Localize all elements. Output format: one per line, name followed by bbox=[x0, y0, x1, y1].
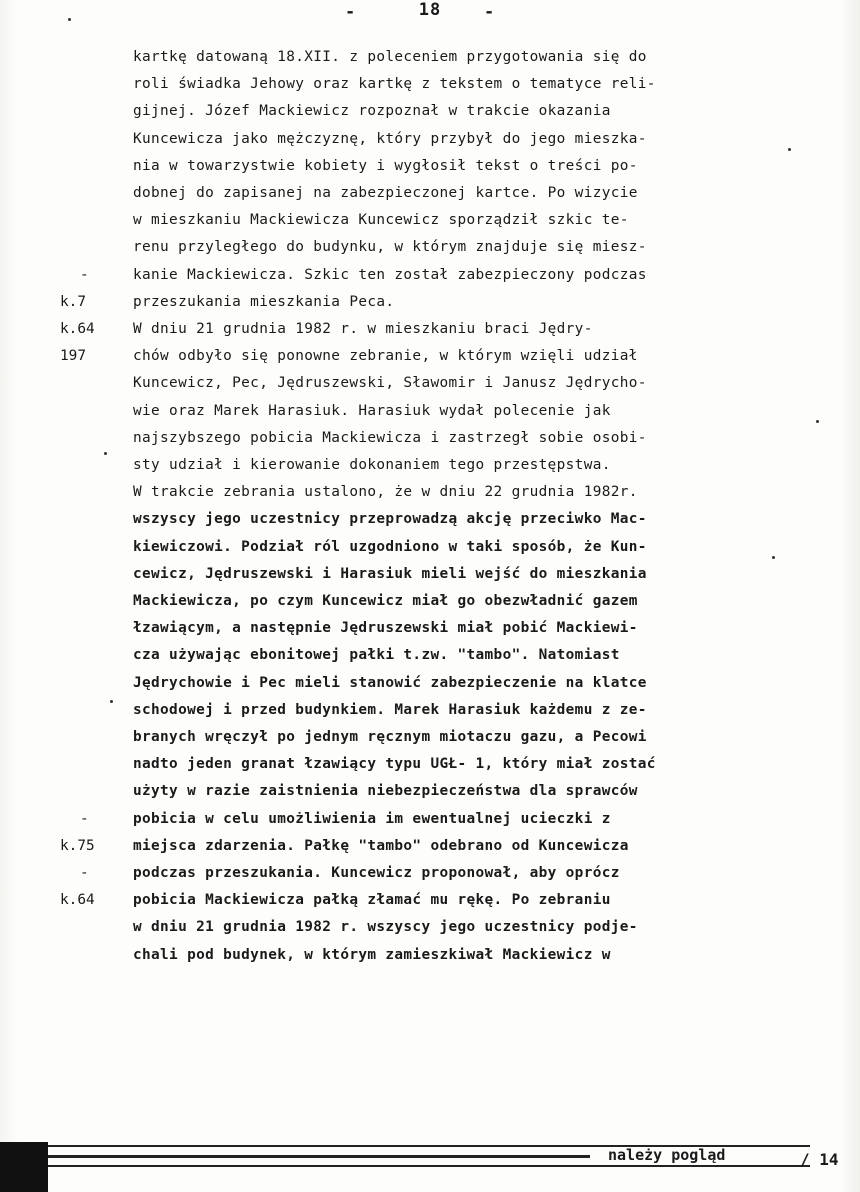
margin-reference: k.7 bbox=[60, 293, 86, 310]
text-line: chów odbyło się ponowne zebranie, w którym wzięli udział bbox=[133, 348, 638, 365]
margin-reference: - bbox=[80, 865, 89, 881]
text-line: w mieszkaniu Mackiewicza Kuncewicz sporządził szkic te- bbox=[133, 212, 629, 229]
text-line: kiewiczowi. Podział ról uzgodniono w taki sposób, że Kun- bbox=[133, 538, 647, 555]
text-line: W dniu 21 grudnia 1982 r. w mieszkaniu braci Jędry- bbox=[133, 321, 593, 337]
page-number: 18 bbox=[418, 0, 442, 20]
text-line: renu przyległego do budynku, w którym znajduje się miesz- bbox=[133, 239, 647, 256]
scan-speck bbox=[816, 420, 819, 423]
text-line: Mackiewicza, po czym Kuncewicz miał go obezwładnić gazem bbox=[133, 593, 638, 609]
text-line: najszybszego pobicia Mackiewicza i zastrzegł sobie osobi- bbox=[133, 429, 647, 446]
text-line: W trakcie zebrania ustalono, że w dniu 22 grudnia 1982r. bbox=[133, 484, 638, 501]
text-line: pobicia Mackiewicza pałką złamać mu rękę. Po zebraniu bbox=[133, 892, 611, 909]
text-line: kartkę datowaną 18.XII. z poleceniem przygotowania się do bbox=[133, 49, 647, 65]
footer-corner-mark: / 14 bbox=[800, 1150, 839, 1169]
text-line: Kuncewicz, Pec, Jędruszewski, Sławomir i Janusz Jędrycho- bbox=[133, 375, 647, 392]
scan-speck bbox=[788, 148, 791, 151]
text-line: chali pod budynek, w którym zamieszkiwał Mackiewicz w bbox=[133, 946, 611, 963]
margin-reference: - bbox=[80, 266, 89, 283]
margin-reference: k.64 bbox=[60, 892, 95, 909]
page-number-dash-right: - bbox=[484, 2, 495, 22]
scan-speck bbox=[772, 556, 775, 559]
text-line: użyty w razie zaistnienia niebezpieczeństwa dla sprawców bbox=[133, 783, 638, 800]
text-line: gijnej. Józef Mackiewicz rozpoznał w trakcie okazania bbox=[133, 103, 611, 120]
footer-fragment-text: należy pogląd bbox=[608, 1146, 726, 1164]
scan-speck bbox=[110, 700, 113, 703]
text-line: branych wręczył po jednym ręcznym miotaczu gazu, a Pecowi bbox=[133, 729, 647, 745]
text-line: sty udział i kierowanie dokonaniem tego przestępstwa. bbox=[133, 457, 611, 473]
text-line: schodowej i przed budynkiem. Marek Harasiuk każdemu z ze- bbox=[133, 701, 647, 718]
text-line: dobnej do zapisanej na zabezpieczonej kartce. Po wizycie bbox=[133, 185, 638, 201]
text-line: cza używając ebonitowej pałki t.zw. "tambo". Natomiast bbox=[133, 647, 620, 664]
margin-reference: - bbox=[80, 810, 89, 827]
text-line: roli świadka Jehowy oraz kartkę z tekstem o tematyce reli- bbox=[133, 76, 656, 93]
margin-reference: k.75 bbox=[60, 837, 95, 854]
text-line: nia w towarzystwie kobiety i wygłosił tekst o treści po- bbox=[133, 157, 638, 174]
text-line: w dniu 21 grudnia 1982 r. wszyscy jego uczestnicy podje- bbox=[133, 919, 638, 936]
text-line: kanie Mackiewicza. Szkic ten został zabezpieczony podczas bbox=[133, 266, 647, 283]
text-line: Kuncewicza jako mężczyznę, który przybył do jego mieszka- bbox=[133, 130, 647, 147]
scan-rule bbox=[30, 1165, 810, 1167]
text-line: miejsca zdarzenia. Pałkę "tambo" odebrano od Kuncewicza bbox=[133, 837, 629, 854]
text-line: wszyscy jego uczestnicy przeprowadzą akcję przeciwko Mac- bbox=[133, 511, 647, 528]
text-line: łzawiącym, a następnie Jędruszewski miał pobić Mackiewi- bbox=[133, 620, 638, 637]
scan-speck bbox=[104, 452, 107, 455]
scan-speck bbox=[68, 18, 71, 21]
page-number-dash-left: - bbox=[345, 2, 356, 22]
scan-footer bbox=[0, 1135, 860, 1192]
text-line: wie oraz Marek Harasiuk. Harasiuk wydał polecenie jak bbox=[133, 402, 611, 419]
text-line: podczas przeszukania. Kuncewicz proponował, aby oprócz bbox=[133, 865, 620, 881]
scan-rule bbox=[30, 1155, 590, 1158]
text-line: Jędrychowie i Pec mieli stanowić zabezpieczenie na klatce bbox=[133, 674, 647, 691]
text-line: cewicz, Jędruszewski i Harasiuk mieli wejść do mieszkania bbox=[133, 565, 647, 582]
text-line: nadto jeden granat łzawiący typu UGŁ- 1, który miał zostać bbox=[133, 756, 656, 773]
scan-edge-mark bbox=[0, 1142, 48, 1192]
margin-reference: 197 bbox=[60, 348, 86, 365]
margin-reference: k.64 bbox=[60, 321, 95, 337]
text-line: pobicia w celu umożliwienia im ewentualnej ucieczki z bbox=[133, 810, 611, 827]
text-line: przeszukania mieszkania Peca. bbox=[133, 293, 395, 310]
